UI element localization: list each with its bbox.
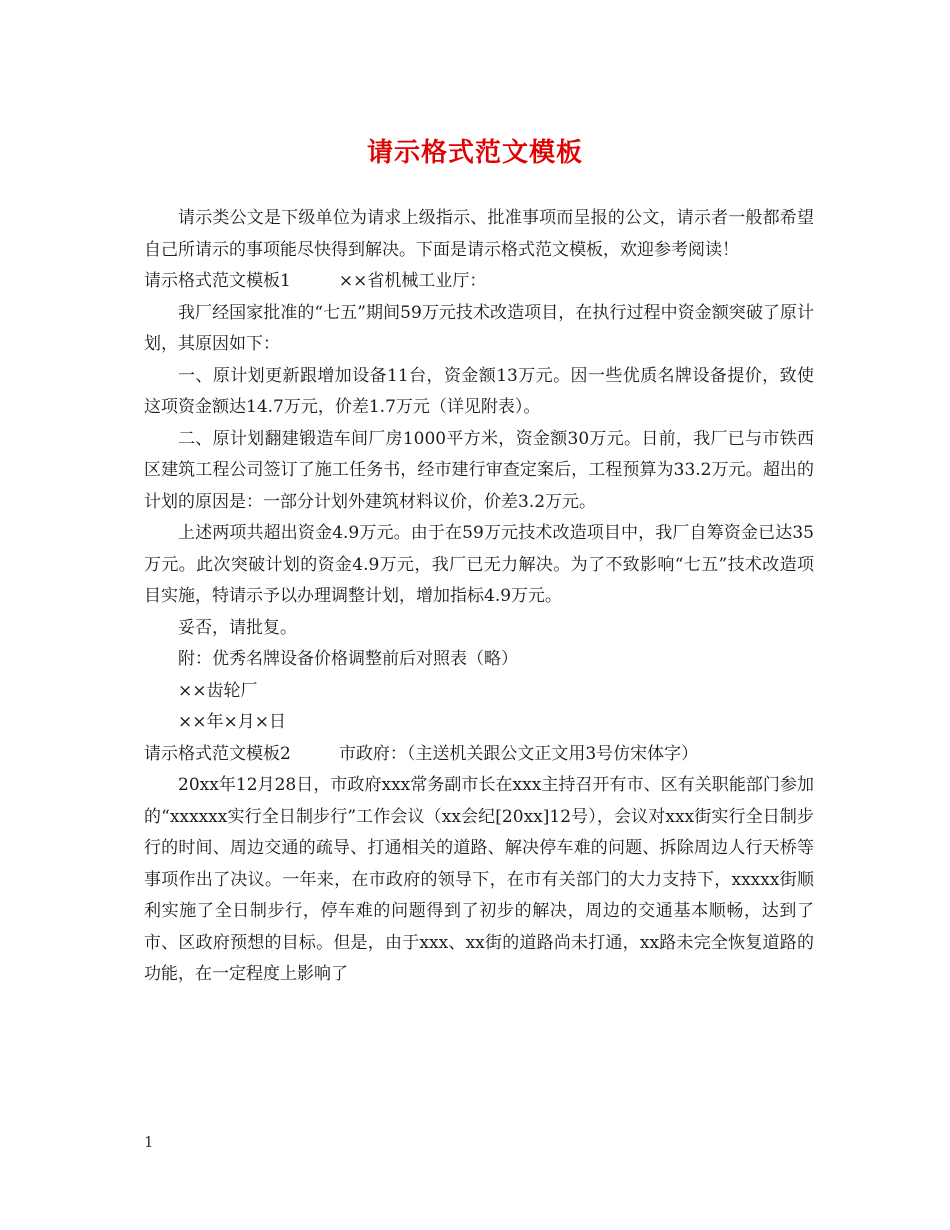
sample1-date: ××年×月×日 — [178, 712, 286, 732]
sample2-paragraph: 20xx年12月28日，市政府xxx常务副市长在xxx主持召开有市、区有关职能部门参加的“xxxxxx实行全日制步行”工作会议（xx会纪[20xx]12号），会议对xxx街实行全日制步行的时间、周边交通的疏导、打通相关的道路、解决停车难的问题、拆除周边人行天桥等事项作出了决议。一年来，在市政府的领导下，在市有关部门的大力支持下，xxxxx街顺利实施了全日制步行，停车难的问题得到了初步的解决，周边的交通基本顺畅，达到了市、区政府预想的目标。但是，由于xxx、xx街的道路尚未打通，xx路未完全恢复道路的功能，在一定程度上影响了 — [144, 775, 814, 984]
sample1-heading: 请示格式范文模板1 — [144, 271, 291, 291]
sample1-closing: 妥否，请批复。 — [178, 617, 297, 638]
intro-paragraph: 请示类公文是下级单位为请求上级指示、批准事项而呈报的公文，请示者一般都希望自己所请示的事项能尽快得到解决。下面是请示格式范文模板，欢迎参考阅读！ — [144, 208, 814, 260]
sample1-addressee: ××省机械工业厅： — [338, 271, 487, 291]
sample2-heading: 请示格式范文模板2 — [144, 743, 291, 764]
page-number: 1 — [144, 1133, 154, 1151]
sample1-paragraph: 我厂经国家批准的“七五”期间59万元技术改造项目，在执行过程中资金额突破了原计划，其原因如下： — [144, 302, 814, 354]
sample1-paragraph: 一、原计划更新跟增加设备11台，资金额13万元。因一些优质名牌设备提价，致使这项资金额达14.7万元，价差1.7万元（详见附表）。 — [144, 365, 814, 417]
sample1-heading-line — [144, 266, 814, 298]
document-title: 请示格式范文模板 — [366, 138, 583, 168]
sample1-paragraph: 上述两项共超出资金4.9万元。由于在59万元技术改造项目中，我厂自筹资金已达35万元。此次突破计划的资金4.9万元，我厂已无力解决。为了不致影响“七五”技术改造项目实施，特请示予以办理调整计划，增加指标4.9万元。 — [144, 523, 814, 606]
sample1-attachment: 附：优秀名牌设备价格调整前后对照表（略） — [178, 649, 518, 669]
sample2-heading-line — [144, 739, 814, 771]
sample2-addressee: 市政府：（主送机关跟公文正文用3号仿宋体字） — [338, 743, 699, 764]
sample1-signature: ××齿轮厂 — [178, 680, 258, 701]
sample1-paragraph: 二、原计划翻建锻造车间厂房1000平方米，资金额30万元。日前，我厂已与市铁西区建筑工程公司签订了施工任务书，经市建行审查定案后，工程预算为33.2万元。超出的计划的原因是：一部分计划外建筑材料议价，价差3.2万元。 — [144, 428, 814, 512]
document-body — [144, 203, 814, 991]
